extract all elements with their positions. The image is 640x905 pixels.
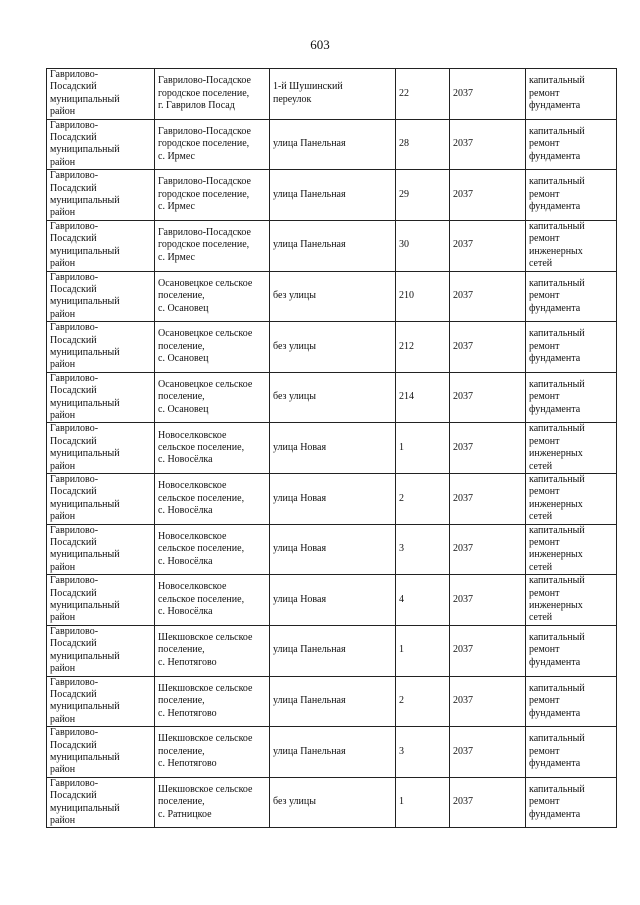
settlement-cell: Гаврилово-Посадское городское поселение, с. Ирмес <box>155 220 270 271</box>
district-cell: Гаврилово- Посадский муниципальный район <box>47 524 155 575</box>
work-type-cell: капитальный ремонт фундамента <box>526 676 617 727</box>
work-type-cell: капитальный ремонт фундамента <box>526 69 617 120</box>
house-number-cell: 1 <box>396 423 450 474</box>
house-number-cell: 4 <box>396 575 450 626</box>
street-cell: улица Новая <box>270 524 396 575</box>
district-cell: Гаврилово- Посадский муниципальный район <box>47 69 155 120</box>
year-cell: 2037 <box>450 524 526 575</box>
district-cell: Гаврилово- Посадский муниципальный район <box>47 777 155 828</box>
street-cell: без улицы <box>270 271 396 322</box>
work-type-cell: капитальный ремонт фундамента <box>526 119 617 170</box>
table-row <box>47 119 617 170</box>
house-number-cell: 214 <box>396 372 450 423</box>
street-cell: без улицы <box>270 372 396 423</box>
table-row <box>47 423 617 474</box>
work-type-cell: капитальный ремонт инженерных сетей <box>526 575 617 626</box>
street-cell: улица Панельная <box>270 220 396 271</box>
work-type-cell: капитальный ремонт инженерных сетей <box>526 474 617 525</box>
settlement-cell: Осановецкое сельское поселение, с. Осановец <box>155 271 270 322</box>
table-row <box>47 524 617 575</box>
house-number-cell: 2 <box>396 474 450 525</box>
district-cell: Гаврилово- Посадский муниципальный район <box>47 372 155 423</box>
settlement-cell: Новоселковское сельское поселение, с. Новосёлка <box>155 524 270 575</box>
table-row <box>47 474 617 525</box>
street-cell: улица Панельная <box>270 625 396 676</box>
house-number-cell: 3 <box>396 727 450 778</box>
year-cell: 2037 <box>450 474 526 525</box>
street-cell: улица Панельная <box>270 119 396 170</box>
house-number-cell: 29 <box>396 170 450 221</box>
year-cell: 2037 <box>450 220 526 271</box>
year-cell: 2037 <box>450 423 526 474</box>
district-cell: Гаврилово- Посадский муниципальный район <box>47 423 155 474</box>
page-number: 603 <box>310 37 330 52</box>
table-row <box>47 69 617 120</box>
house-number-cell: 3 <box>396 524 450 575</box>
settlement-cell: Осановецкое сельское поселение, с. Осановец <box>155 372 270 423</box>
table-row <box>47 220 617 271</box>
house-number-cell: 1 <box>396 777 450 828</box>
work-type-cell: капитальный ремонт фундамента <box>526 271 617 322</box>
street-cell: улица Новая <box>270 474 396 525</box>
work-type-cell: капитальный ремонт фундамента <box>526 322 617 373</box>
table-row <box>47 322 617 373</box>
settlement-cell: Шекшовское сельское поселение, с. Непотягово <box>155 676 270 727</box>
table-row <box>47 372 617 423</box>
street-cell: улица Панельная <box>270 676 396 727</box>
district-cell: Гаврилово- Посадский муниципальный район <box>47 625 155 676</box>
year-cell: 2037 <box>450 271 526 322</box>
street-cell: улица Новая <box>270 423 396 474</box>
settlement-cell: Гаврилово-Посадское городское поселение, с. Ирмес <box>155 170 270 221</box>
year-cell: 2037 <box>450 69 526 120</box>
district-cell: Гаврилово- Посадский муниципальный район <box>47 474 155 525</box>
street-cell: без улицы <box>270 322 396 373</box>
table-row <box>47 170 617 221</box>
house-number-cell: 210 <box>396 271 450 322</box>
street-cell: улица Новая <box>270 575 396 626</box>
settlement-cell: Новоселковское сельское поселение, с. Новосёлка <box>155 423 270 474</box>
year-cell: 2037 <box>450 119 526 170</box>
repair-schedule-table <box>46 68 617 828</box>
year-cell: 2037 <box>450 322 526 373</box>
table-row <box>47 625 617 676</box>
year-cell: 2037 <box>450 676 526 727</box>
table-row <box>47 676 617 727</box>
work-type-cell: капитальный ремонт инженерных сетей <box>526 423 617 474</box>
year-cell: 2037 <box>450 727 526 778</box>
house-number-cell: 22 <box>396 69 450 120</box>
district-cell: Гаврилово- Посадский муниципальный район <box>47 119 155 170</box>
settlement-cell: Шекшовское сельское поселение, с. Ратницкое <box>155 777 270 828</box>
work-type-cell: капитальный ремонт инженерных сетей <box>526 524 617 575</box>
table-body <box>47 69 617 828</box>
table-row <box>47 727 617 778</box>
house-number-cell: 1 <box>396 625 450 676</box>
year-cell: 2037 <box>450 625 526 676</box>
settlement-cell: Гаврилово-Посадское городское поселение, г. Гаврилов Посад <box>155 69 270 120</box>
work-type-cell: капитальный ремонт инженерных сетей <box>526 220 617 271</box>
street-cell: 1-й Шушинский переулок <box>270 69 396 120</box>
district-cell: Гаврилово- Посадский муниципальный район <box>47 322 155 373</box>
work-type-cell: капитальный ремонт фундамента <box>526 777 617 828</box>
house-number-cell: 2 <box>396 676 450 727</box>
year-cell: 2037 <box>450 575 526 626</box>
house-number-cell: 212 <box>396 322 450 373</box>
house-number-cell: 30 <box>396 220 450 271</box>
district-cell: Гаврилово- Посадский муниципальный район <box>47 271 155 322</box>
work-type-cell: капитальный ремонт фундамента <box>526 170 617 221</box>
year-cell: 2037 <box>450 170 526 221</box>
work-type-cell: капитальный ремонт фундамента <box>526 625 617 676</box>
settlement-cell: Гаврилово-Посадское городское поселение, с. Ирмес <box>155 119 270 170</box>
district-cell: Гаврилово- Посадский муниципальный район <box>47 170 155 221</box>
settlement-cell: Новоселковское сельское поселение, с. Новосёлка <box>155 575 270 626</box>
district-cell: Гаврилово- Посадский муниципальный район <box>47 727 155 778</box>
settlement-cell: Осановецкое сельское поселение, с. Осановец <box>155 322 270 373</box>
settlement-cell: Новоселковское сельское поселение, с. Новосёлка <box>155 474 270 525</box>
settlement-cell: Шекшовское сельское поселение, с. Непотягово <box>155 625 270 676</box>
district-cell: Гаврилово- Посадский муниципальный район <box>47 575 155 626</box>
work-type-cell: капитальный ремонт фундамента <box>526 372 617 423</box>
table-row <box>47 777 617 828</box>
district-cell: Гаврилово- Посадский муниципальный район <box>47 676 155 727</box>
settlement-cell: Шекшовское сельское поселение, с. Непотягово <box>155 727 270 778</box>
table-row <box>47 271 617 322</box>
house-number-cell: 28 <box>396 119 450 170</box>
street-cell: улица Панельная <box>270 170 396 221</box>
year-cell: 2037 <box>450 372 526 423</box>
work-type-cell: капитальный ремонт фундамента <box>526 727 617 778</box>
table-row <box>47 575 617 626</box>
street-cell: улица Панельная <box>270 727 396 778</box>
district-cell: Гаврилово- Посадский муниципальный район <box>47 220 155 271</box>
street-cell: без улицы <box>270 777 396 828</box>
year-cell: 2037 <box>450 777 526 828</box>
